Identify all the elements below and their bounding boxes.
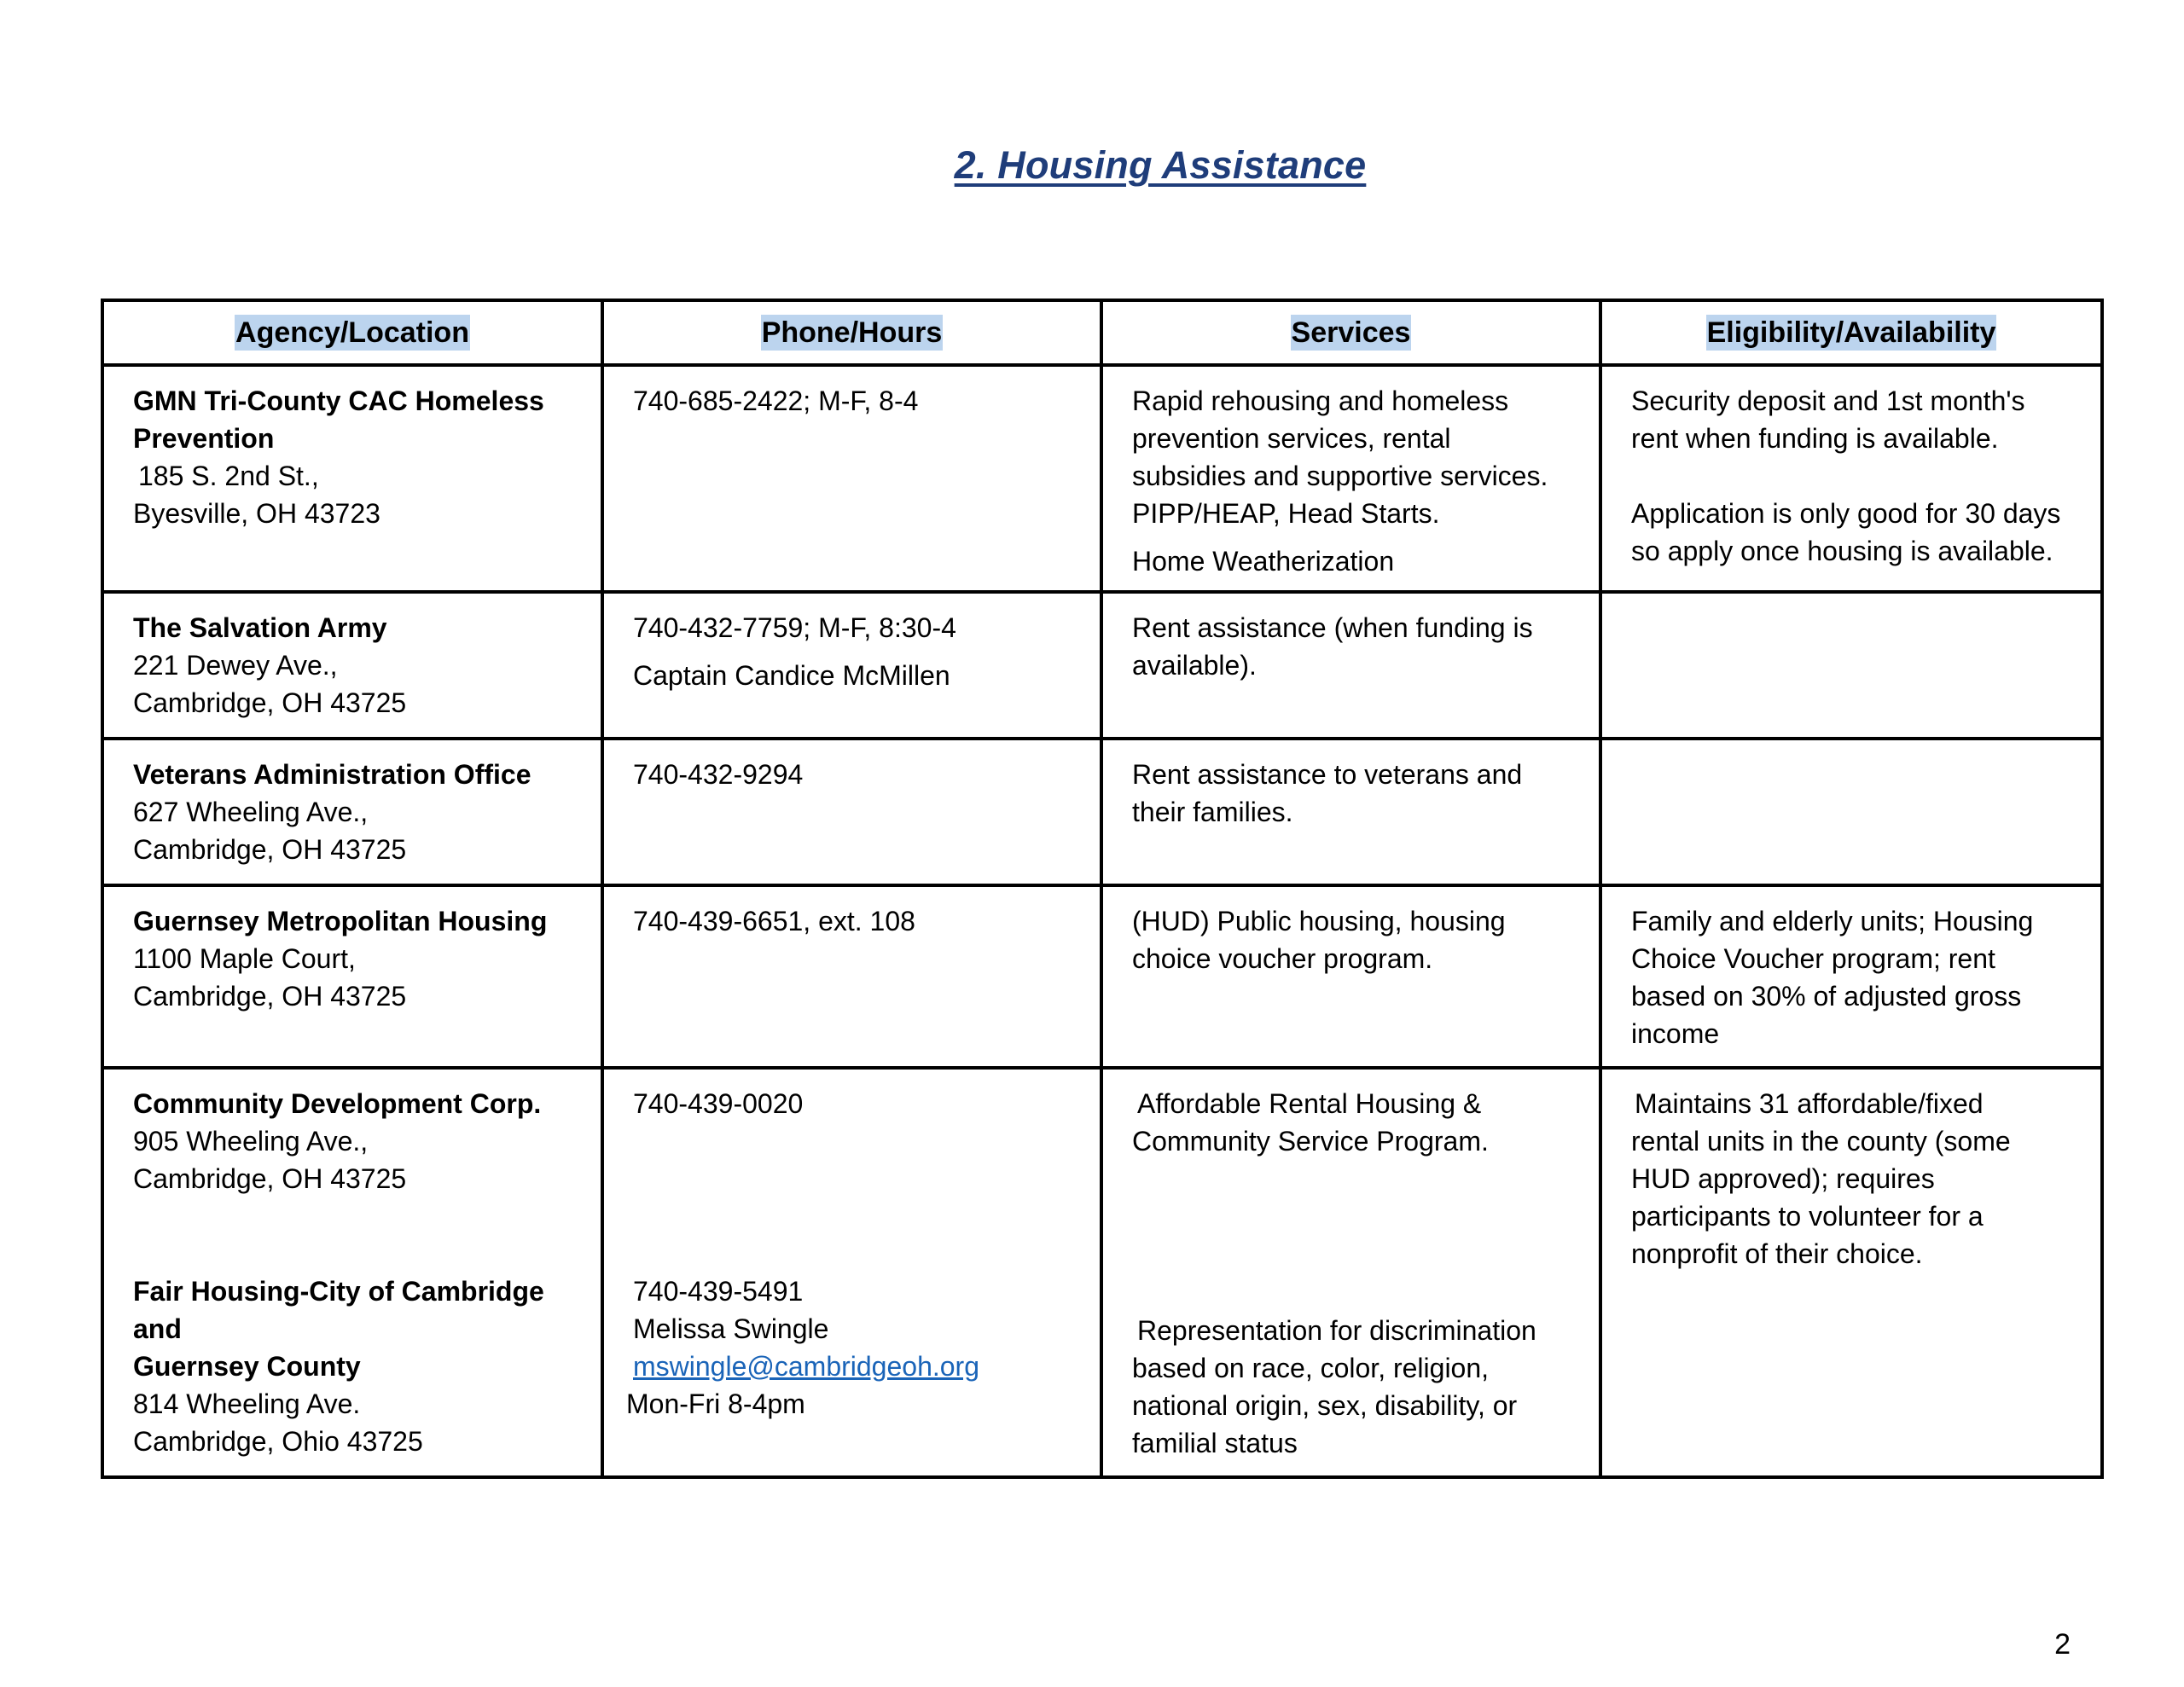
email-link[interactable]: mswingle@cambridgeoh.org xyxy=(633,1351,979,1382)
spacer xyxy=(133,1197,584,1272)
agency-address: 905 Wheeling Ave., xyxy=(133,1126,369,1157)
table-header-row xyxy=(102,300,2102,365)
spacer xyxy=(1631,457,2083,495)
phone-cell xyxy=(602,739,1101,885)
table-row xyxy=(102,885,2102,1068)
agency-name: Prevention xyxy=(133,423,275,454)
eligibility-text: income xyxy=(1631,1018,1720,1049)
agency-name: Fair Housing-City of Cambridge and xyxy=(133,1276,544,1344)
phone-hours: 740-432-7759; M-F, 8:30-4 xyxy=(633,612,956,643)
services-cell xyxy=(1101,592,1600,739)
services-text: their families. xyxy=(1132,797,1293,827)
housing-assistance-table xyxy=(101,299,2104,1479)
column-header-phone xyxy=(602,300,1101,365)
table-row xyxy=(102,592,2102,739)
spacer xyxy=(1132,532,1582,542)
eligibility-text: so apply once housing is available. xyxy=(1631,536,2053,566)
agency-address: Cambridge, OH 43725 xyxy=(133,981,407,1012)
phone-hours: 740-439-5491 xyxy=(633,1276,804,1307)
agency-address: 1100 Maple Court, xyxy=(133,943,356,974)
spacer xyxy=(633,1122,1083,1272)
services-text: based on race, color, religion, xyxy=(1132,1353,1490,1383)
agency-address: Cambridge, OH 43725 xyxy=(133,834,407,865)
table-row xyxy=(102,1068,2102,1477)
eligibility-cell xyxy=(1600,1068,2102,1477)
column-header-phone-label: Phone/Hours xyxy=(761,316,943,349)
agency-address: Byesville, OH 43723 xyxy=(133,498,380,529)
services-text: available). xyxy=(1132,650,1257,681)
agency-cell xyxy=(102,739,602,885)
agency-name: The Salvation Army xyxy=(133,612,387,643)
agency-address: 627 Wheeling Ave., xyxy=(133,797,369,827)
page-title: 2. Housing Assistance xyxy=(954,143,1367,187)
phone-cell xyxy=(602,365,1101,592)
agency-address: 814 Wheeling Ave. xyxy=(133,1388,361,1419)
phone-hours: 740-439-0020 xyxy=(633,1088,804,1119)
eligibility-cell xyxy=(1600,592,2102,739)
housing-table-container xyxy=(101,299,2100,1479)
agency-name: Veterans Administration Office xyxy=(133,759,531,790)
eligibility-text: Application is only good for 30 days xyxy=(1631,498,2061,529)
office-hours: Mon-Fri 8-4pm xyxy=(626,1388,805,1419)
agency-cell xyxy=(102,885,602,1068)
table-row xyxy=(102,365,2102,592)
services-text: Affordable Rental Housing & xyxy=(1137,1088,1482,1119)
services-text: prevention services, rental xyxy=(1132,423,1451,454)
column-header-eligibility-label: Eligibility/Availability xyxy=(1706,316,1996,349)
eligibility-text: based on 30% of adjusted gross xyxy=(1631,981,2022,1012)
contact-name: Melissa Swingle xyxy=(633,1313,829,1344)
contact-name: Captain Candice McMillen xyxy=(633,660,950,691)
eligibility-cell xyxy=(1600,885,2102,1068)
eligibility-text: rent when funding is available. xyxy=(1631,423,1999,454)
eligibility-text: Maintains 31 affordable/fixed xyxy=(1635,1088,1984,1119)
agency-name: GMN Tri-County CAC Homeless xyxy=(133,386,544,416)
services-text: Rent assistance (when funding is xyxy=(1132,612,1533,643)
agency-cell xyxy=(102,592,602,739)
services-text: PIPP/HEAP, Head Starts. xyxy=(1132,498,1440,529)
phone-hours: 740-432-9294 xyxy=(633,759,804,790)
services-text: Representation for discrimination xyxy=(1137,1315,1536,1346)
column-header-agency xyxy=(102,300,602,365)
eligibility-text: HUD approved); requires xyxy=(1631,1163,1935,1194)
eligibility-text: Family and elderly units; Housing xyxy=(1631,906,2034,936)
services-text: familial status xyxy=(1132,1428,1298,1458)
table-row xyxy=(102,739,2102,885)
services-text: subsidies and supportive services. xyxy=(1132,461,1548,491)
eligibility-cell xyxy=(1600,365,2102,592)
services-text: Community Service Program. xyxy=(1132,1126,1489,1157)
column-header-eligibility xyxy=(1600,300,2102,365)
phone-cell xyxy=(602,1068,1101,1477)
services-text: Rapid rehousing and homeless xyxy=(1132,386,1509,416)
agency-cell xyxy=(102,365,602,592)
spacer xyxy=(633,646,1083,657)
services-cell xyxy=(1101,885,1600,1068)
agency-address: 185 S. 2nd St., xyxy=(138,461,319,491)
phone-cell xyxy=(602,885,1101,1068)
agency-name: Guernsey Metropolitan Housing xyxy=(133,906,548,936)
services-text: Rent assistance to veterans and xyxy=(1132,759,1523,790)
eligibility-text: Security deposit and 1st month's xyxy=(1631,386,2025,416)
eligibility-text: nonprofit of their choice. xyxy=(1631,1238,1923,1269)
services-cell xyxy=(1101,1068,1600,1477)
agency-name: Community Development Corp. xyxy=(133,1088,542,1119)
agency-address: 221 Dewey Ave., xyxy=(133,650,338,681)
spacer xyxy=(1132,1160,1582,1312)
services-text: choice voucher program. xyxy=(1132,943,1433,974)
eligibility-cell xyxy=(1600,739,2102,885)
services-text: national origin, sex, disability, or xyxy=(1132,1390,1518,1421)
eligibility-text: Choice Voucher program; rent xyxy=(1631,943,1995,974)
agency-address: Cambridge, Ohio 43725 xyxy=(133,1426,423,1457)
phone-hours: 740-439-6651, ext. 108 xyxy=(633,906,915,936)
services-text: Home Weatherization xyxy=(1132,546,1395,577)
services-cell xyxy=(1101,365,1600,592)
column-header-services-label: Services xyxy=(1291,316,1411,349)
column-header-agency-label: Agency/Location xyxy=(235,316,469,349)
column-header-services xyxy=(1101,300,1600,365)
agency-cell xyxy=(102,1068,602,1477)
services-text: (HUD) Public housing, housing xyxy=(1132,906,1506,936)
agency-address: Cambridge, OH 43725 xyxy=(133,1163,407,1194)
agency-address: Cambridge, OH 43725 xyxy=(133,687,407,718)
services-cell xyxy=(1101,739,1600,885)
eligibility-text: rental units in the county (some xyxy=(1631,1126,2011,1157)
phone-cell xyxy=(602,592,1101,739)
eligibility-text: participants to volunteer for a xyxy=(1631,1201,1984,1232)
agency-name: Guernsey County xyxy=(133,1351,361,1382)
phone-hours: 740-685-2422; M-F, 8-4 xyxy=(633,386,919,416)
page-number: 2 xyxy=(2054,1628,2071,1661)
